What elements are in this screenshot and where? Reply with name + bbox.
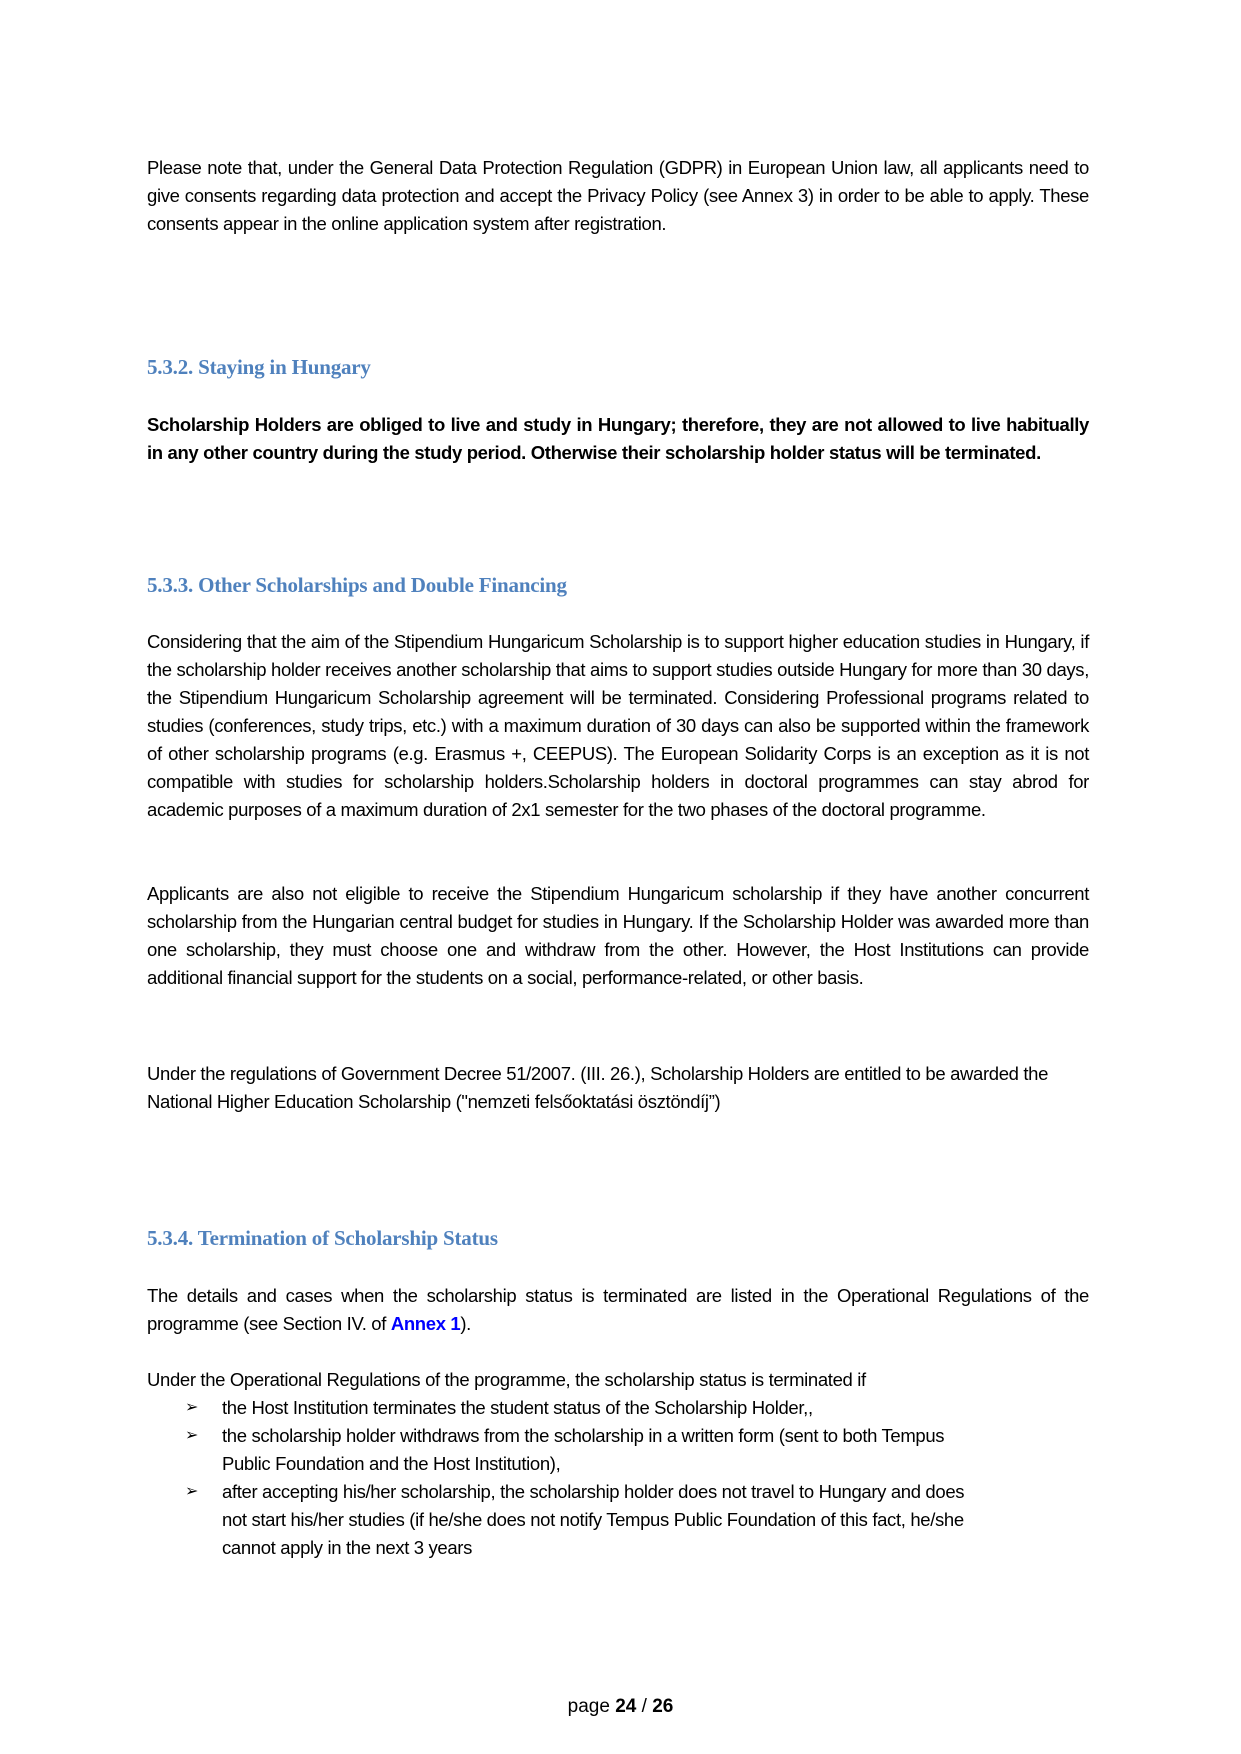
arrow-bullet-icon: ➢ [185,1483,199,1500]
termination-details-text-end: ). [460,1313,471,1334]
list-item [147,1422,1089,1478]
list-item [147,1394,1089,1422]
double-financing-paragraph: Considering that the aim of the Stipendium Hungaricum Scholarship is to support higher education studies in Hungary, if the scholarship holder receives another scholarship that aims to support studies outside Hungary for more than 30 days, the Stipendium Hungaricum Scholarship agreement will be terminated. Considering Professional programs related to studies (conferences, study trips, etc.) with a maximum duration of 30 days can also be supported within the framework of other scholarship programs (e.g. Erasmus +, CEEPUS). The European Solidarity Corps is an exception as it is not compatible with studies for scholarship holders.Scholarship holders in doctoral programmes can stay abrod for academic purposes of a maximum duration of 2x1 semester for the two phases of the doctoral programme. [147,631,1089,820]
arrow-bullet-icon: ➢ [185,1427,199,1444]
page-separator: / [636,1696,653,1717]
list-item-text: after accepting his/her scholarship, the scholarship holder does not travel to Hungary and does not start his/her studies (if he/she does not notify Tempus Public Foundation of this fact, he/she cannot apply in the next 3 years [222,1481,965,1558]
total-pages-number: 26 [652,1696,674,1717]
termination-details-text: The details and cases when the scholarship status is terminated are listed in the Operational Regulations of the programme (see Section IV. of [147,1285,1089,1334]
list-item-text: the Host Institution terminates the student status of the Scholarship Holder,, [222,1397,813,1418]
list-item-text: the scholarship holder withdraws from the scholarship in a written form (sent to both Tempus Public Foundation and the Host Institution), [222,1425,945,1474]
government-decree-paragraph: Under the regulations of Government Decree 51/2007. (III. 26.), Scholarship Holders are entitled to be awarded the National Higher Education Scholarship ("nemzeti felsőoktatási ösztöndíj”) [147,1063,1049,1112]
termination-details-paragraph [147,1282,1089,1338]
arrow-bullet-icon: ➢ [185,1399,199,1416]
current-page-number: 24 [615,1696,637,1717]
page-number-footer [0,1696,1241,1718]
page-label: page [567,1696,616,1717]
termination-cases-list [147,1394,1089,1562]
section-heading-staying-in-hungary: 5.3.2. Staying in Hungary [147,355,371,379]
staying-in-hungary-paragraph: Scholarship Holders are obliged to live and study in Hungary; therefore, they are not allowed to live habitually in any other country during the study period. Otherwise their scholarship holder status will be terminated. [147,414,1089,463]
list-item [147,1478,1089,1562]
concurrent-scholarship-paragraph: Applicants are also not eligible to receive the Stipendium Hungaricum scholarship if they have another concurrent scholarship from the Hungarian central budget for studies in Hungary. If the Scholarship Holder was awarded more than one scholarship, they must choose one and withdraw from the other. However, the Host Institutions can provide additional financial support for the students on a social, performance-related, or other basis. [147,883,1089,988]
annex-1-link[interactable]: Annex 1 [390,1313,461,1334]
section-heading-other-scholarships: 5.3.3. Other Scholarships and Double Financing [147,573,567,597]
termination-list-intro: Under the Operational Regulations of the programme, the scholarship status is terminated if [147,1369,866,1390]
gdpr-paragraph: Please note that, under the General Data Protection Regulation (GDPR) in European Union law, all applicants need to give consents regarding data protection and accept the Privacy Policy (see Annex 3) in order to be able to apply. These consents appear in the online application system after registration. [147,157,1089,234]
section-heading-termination: 5.3.4. Termination of Scholarship Status [147,1226,498,1250]
